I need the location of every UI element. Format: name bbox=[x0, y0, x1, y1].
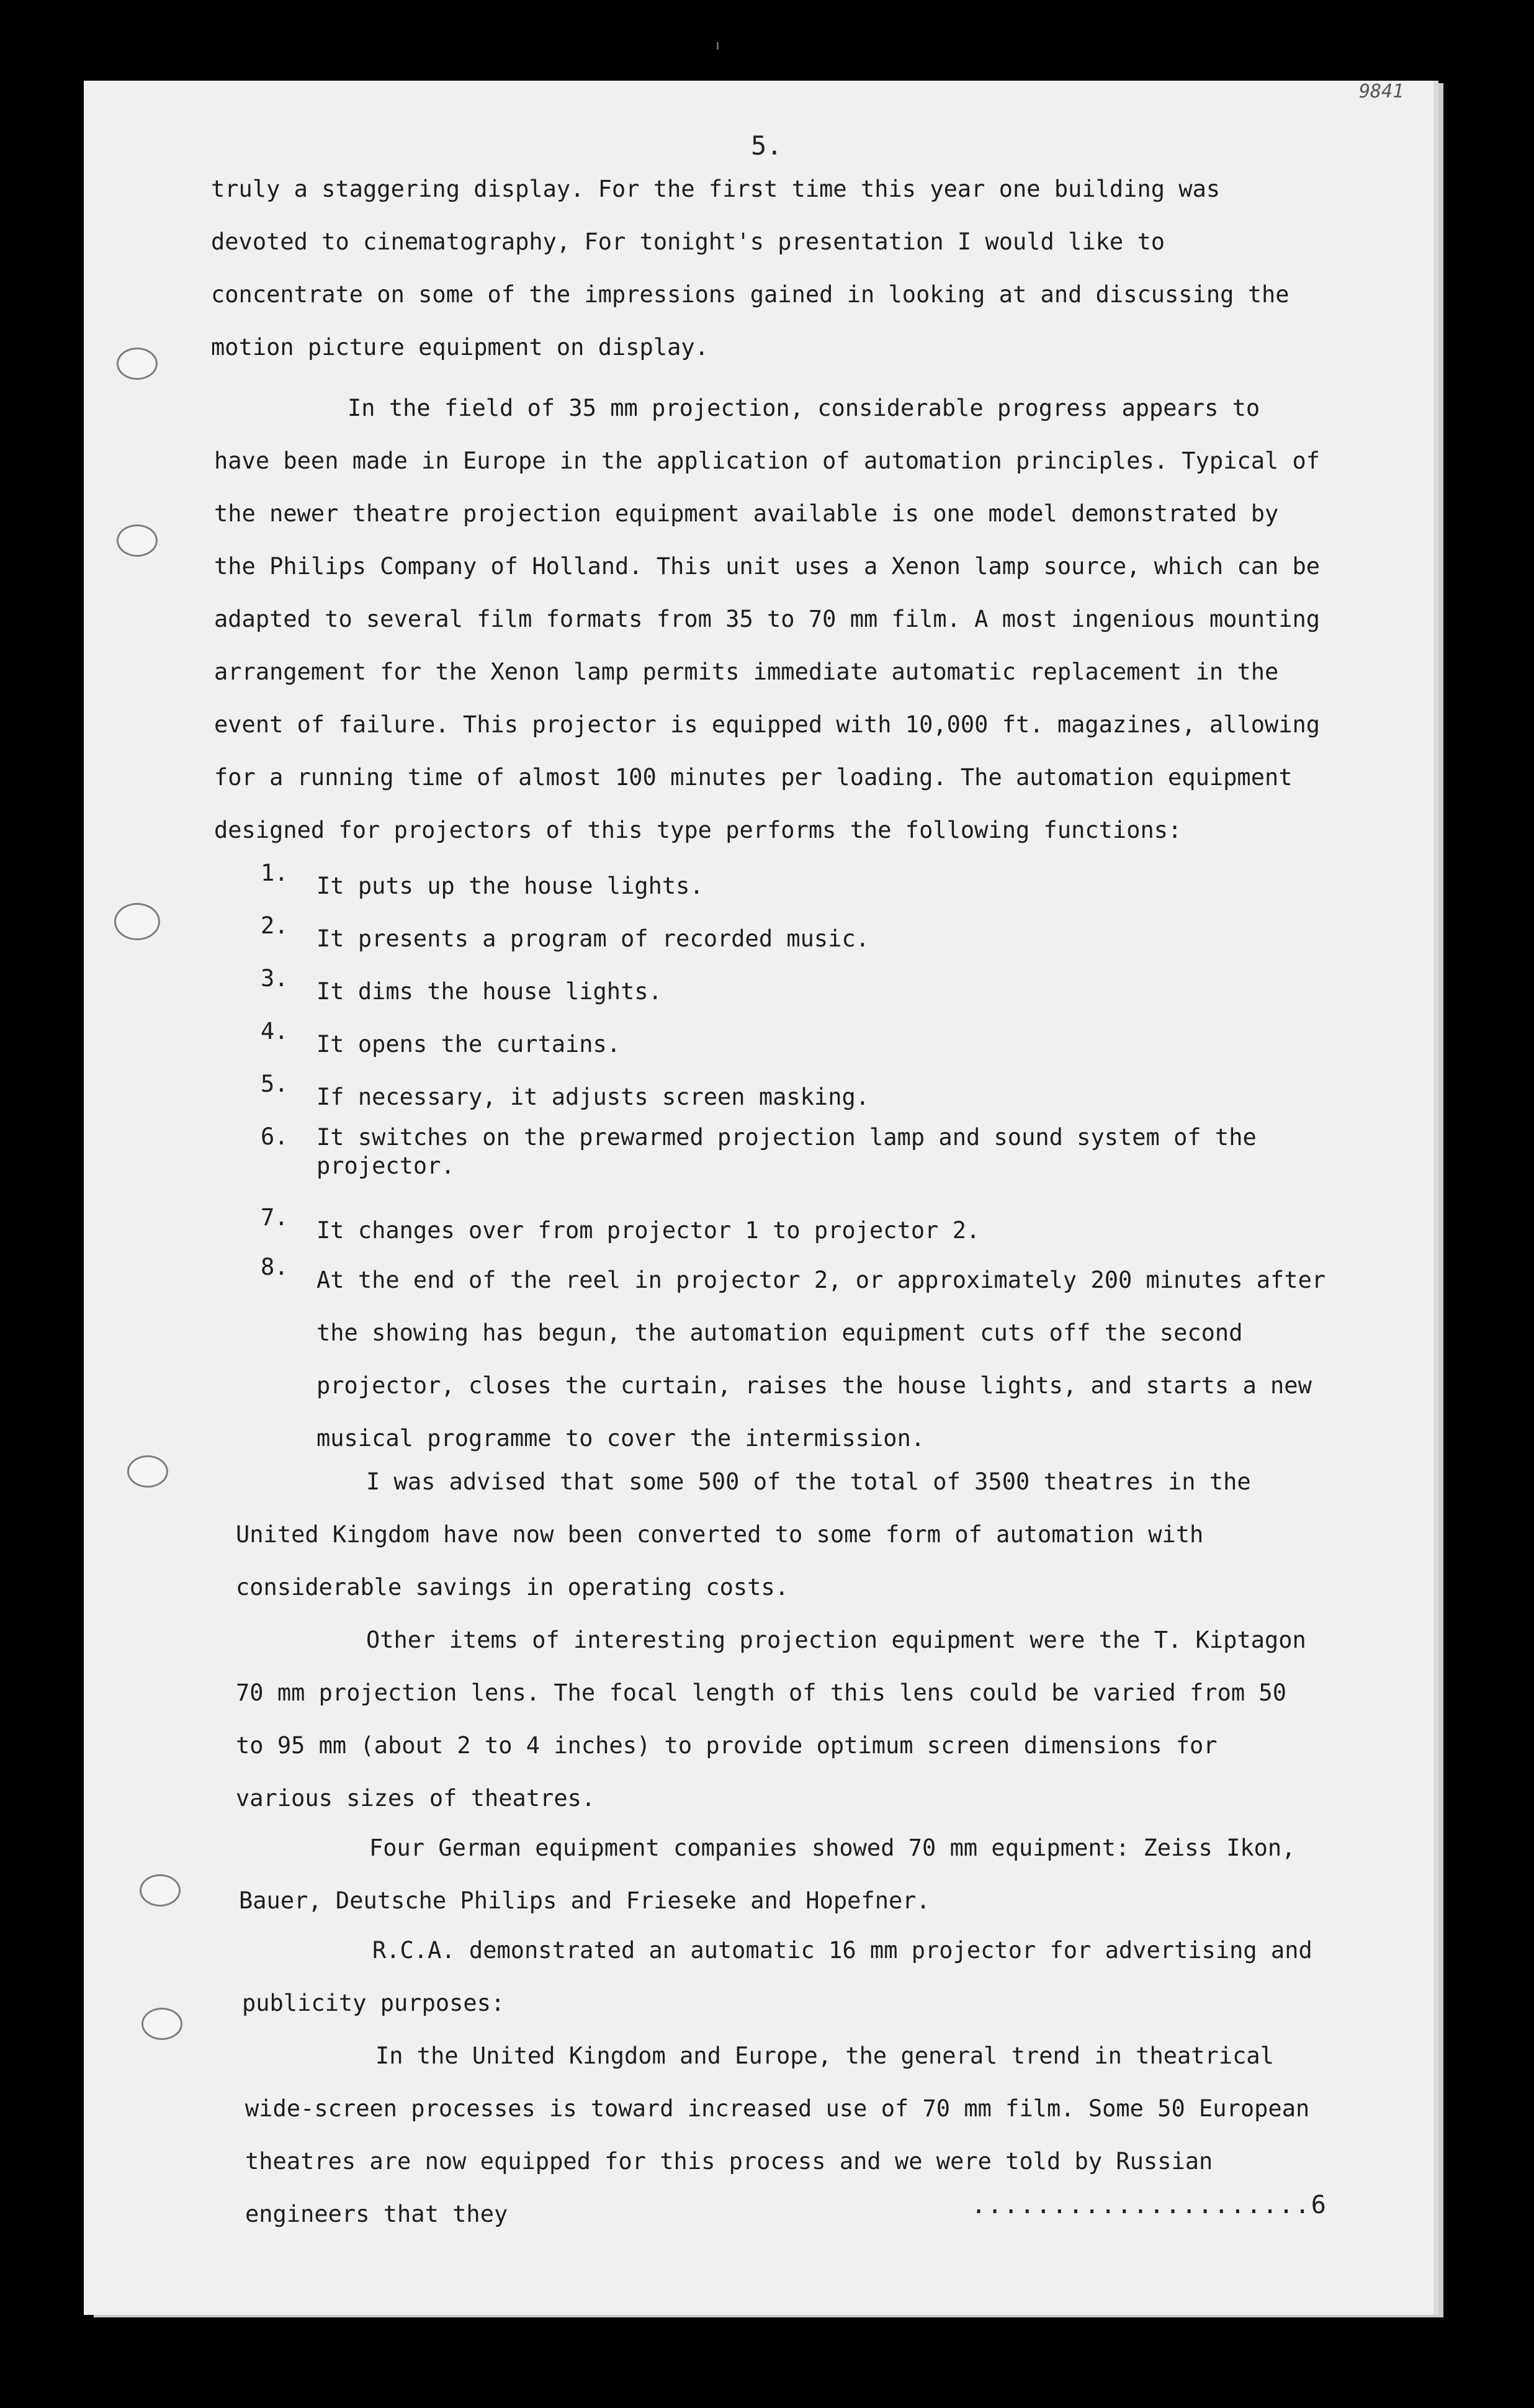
function-number: 5. bbox=[261, 1071, 289, 1097]
punch-hole bbox=[114, 903, 160, 940]
function-text: It opens the curtains. bbox=[316, 1031, 621, 1058]
paragraph: Four German equipment companies showed 70 mm equipment: Zeiss Ikon, Bauer, Deutsche Philips and Frieseke and Hopefner. bbox=[239, 1835, 1296, 1914]
scan-mark bbox=[717, 42, 719, 50]
function-number: 4. bbox=[261, 1018, 289, 1045]
function-number: 8. bbox=[261, 1254, 289, 1280]
function-number: 6. bbox=[261, 1123, 289, 1150]
paragraph: I was advised that some 500 of the total of 3500 theatres in the United Kingdom have now been converted to some form of automation with considerable savings in operating costs. bbox=[236, 1468, 1251, 1601]
function-text: It presents a program of recorded music. bbox=[316, 925, 870, 952]
function-text: At the end of the reel in projector 2, or approximately 200 minutes after the showing has begun, the automation equipment cuts off the second projector, closes the curtain, raises the house lights, and starts a new musical programme to cover the intermission. bbox=[316, 1267, 1326, 1452]
continuation-marker: .....................6 bbox=[971, 2191, 1327, 2219]
function-number: 1. bbox=[261, 860, 289, 886]
function-text: It dims the house lights. bbox=[316, 978, 662, 1005]
function-text: If necessary, it adjusts screen masking. bbox=[316, 1084, 870, 1110]
paragraph: In the field of 35 mm projection, considerable progress appears to have been made in Europe in the application of automation principles. Typical of the newer theatre projection equipment available is one model demonstrated by the Philips Company of Holland. This unit uses a Xenon lamp source, which can be adapted to several film formats from 35 to 70 mm film. A most ingenious mounting arrangement for the Xenon lamp permits immediate automatic replacement in the event of failure. This projector is equipped with 10,000 ft. magazines, allowing for a running time of almost 100 minutes per loading. The automation equipment designed for projectors of this type performs the following functions: bbox=[214, 395, 1321, 843]
punch-hole bbox=[117, 348, 158, 380]
punch-hole bbox=[127, 1455, 168, 1488]
punch-hole bbox=[140, 1874, 181, 1907]
function-number: 3. bbox=[261, 965, 289, 992]
function-text: It puts up the house lights. bbox=[316, 873, 704, 899]
paragraph: truly a staggering display. For the first time this year one building was devoted to cinematography, For tonight's presentation I would like to concentrate on some of the impressions gained in looking at and discussing the motion picture equipment on display. bbox=[211, 176, 1290, 361]
function-number: 7. bbox=[261, 1204, 289, 1231]
punch-hole bbox=[117, 524, 158, 557]
corner-annotation: 9841 bbox=[1359, 81, 1404, 102]
function-number: 2. bbox=[261, 912, 289, 939]
punch-hole bbox=[141, 2008, 182, 2040]
function-text: It changes over from projector 1 to projector 2. bbox=[316, 1217, 980, 1244]
paragraph: R.C.A. demonstrated an automatic 16 mm projector for advertising and publicity purposes: bbox=[242, 1937, 1312, 2016]
paragraph: Other items of interesting projection equipment were the T. Kiptagon 70 mm projection lens. The focal length of this lens could be varied from 50 to 95 mm (about 2 to 4 inches) to provide optimum screen dimensions for various sizes of theatres. bbox=[236, 1627, 1306, 1812]
page-number: 5. bbox=[751, 130, 783, 161]
function-text: It switches on the prewarmed projection lamp and sound system of the projector. bbox=[316, 1124, 1257, 1179]
paragraph: In the United Kingdom and Europe, the general trend in theatrical wide-screen processes is toward increased use of 70 mm film. Some 50 European theatres are now equipped for this process and we were told by Russian engineers that they bbox=[245, 2042, 1310, 2227]
